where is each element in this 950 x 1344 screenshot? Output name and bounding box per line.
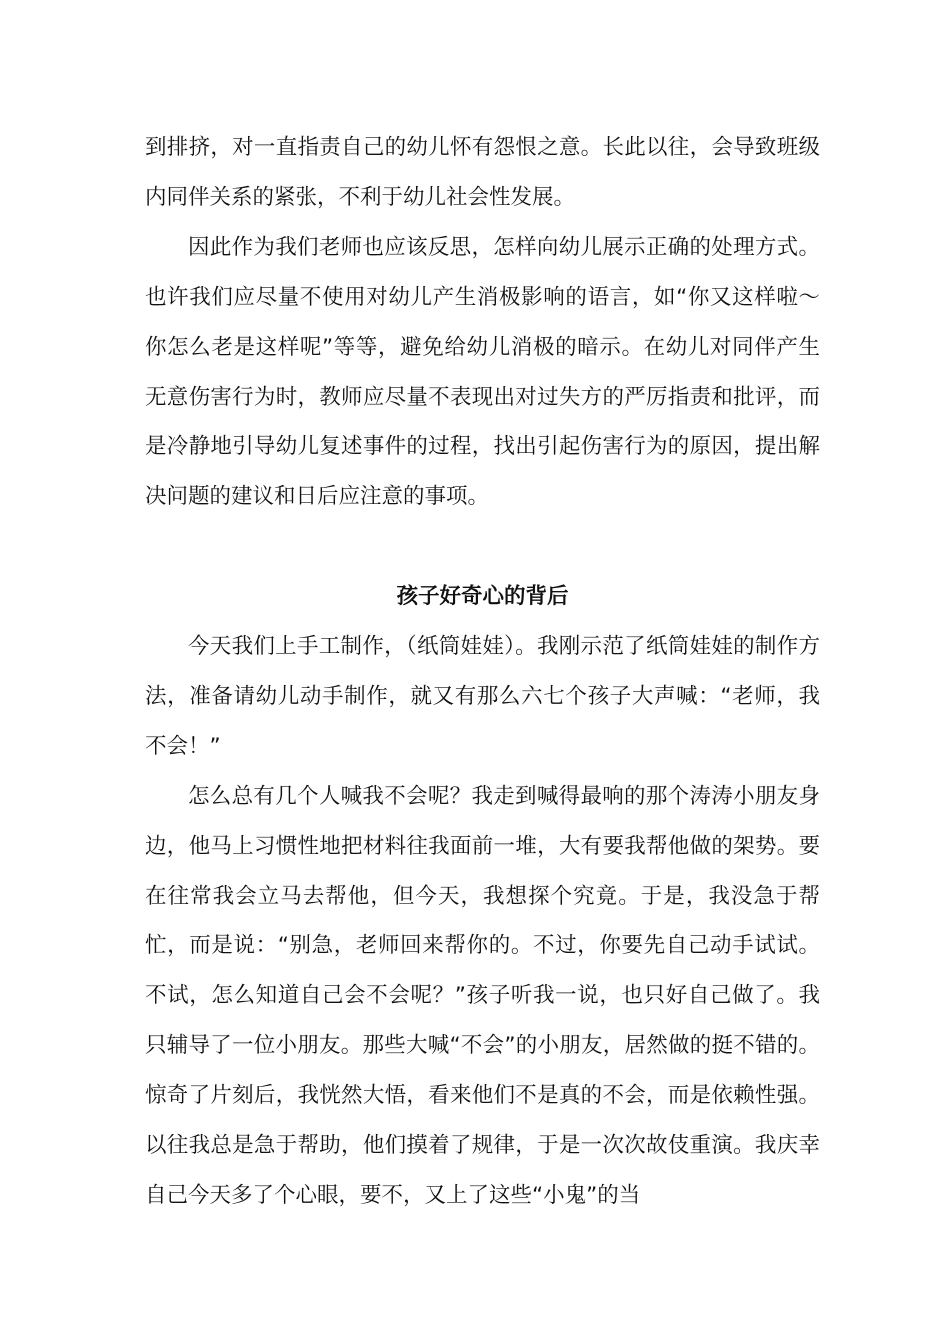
paragraph-reflection: 因此作为我们老师也应该反思，怎样向幼儿展示正确的处理方式。也许我们应尽量不使用对幼儿产生消极影响的语言，如“你又这样啦～你怎么老是这样呢”等等，避免给幼儿消极的暗示。在幼儿对同伴产生无意伤害行为时，教师应尽量不表现出对过失方的严厉指责和批评，而是冷静地引导幼儿复述事件的过程，找出引起伤害行为的原因，提出解决问题的建议和日后应注意的事项。 — [145, 234, 820, 510]
section-spacer — [145, 522, 820, 572]
paragraph-continuation: 到排挤，对一直指责自己的幼儿怀有怨恨之意。长此以往，会导致班级内同伴关系的紧张，不利于幼儿社会性发展。 — [145, 135, 820, 210]
paragraph-story: 怎么总有几个人喊我不会呢？我走到喊得最响的那个涛涛小朋友身边，他马上习惯性地把材料往我面前一堆，大有要我帮他做的架势。要在往常我会立马去帮他，但今天，我想探个究竟。于是，我没急于帮忙，而是说：“别急，老师回来帮你的。不过，你要先自己动手试试。不试，怎么知道自己会不会呢？”孩子听我一说，也只好自己做了。我只辅导了一位小朋友。那些大喊“不会”的小朋友，居然做的挺不错的。惊奇了片刻后，我恍然大悟，看来他们不是真的不会，而是依赖性强。以往我总是急于帮助，他们摸着了规律，于是一次次故伎重演。我庆幸自己今天多了个心眼，要不，又上了这些“小鬼”的当 — [145, 783, 820, 1209]
paragraph-handcraft: 今天我们上手工制作，（纸筒娃娃）。我刚示范了纸筒娃娃的制作方法，准备请幼儿动手制作，就又有那么六七个孩子大声喊：“老师，我不会！” — [145, 634, 820, 759]
document-body — [145, 123, 820, 1221]
section-title: 孩子好奇心的背后 — [396, 584, 569, 610]
